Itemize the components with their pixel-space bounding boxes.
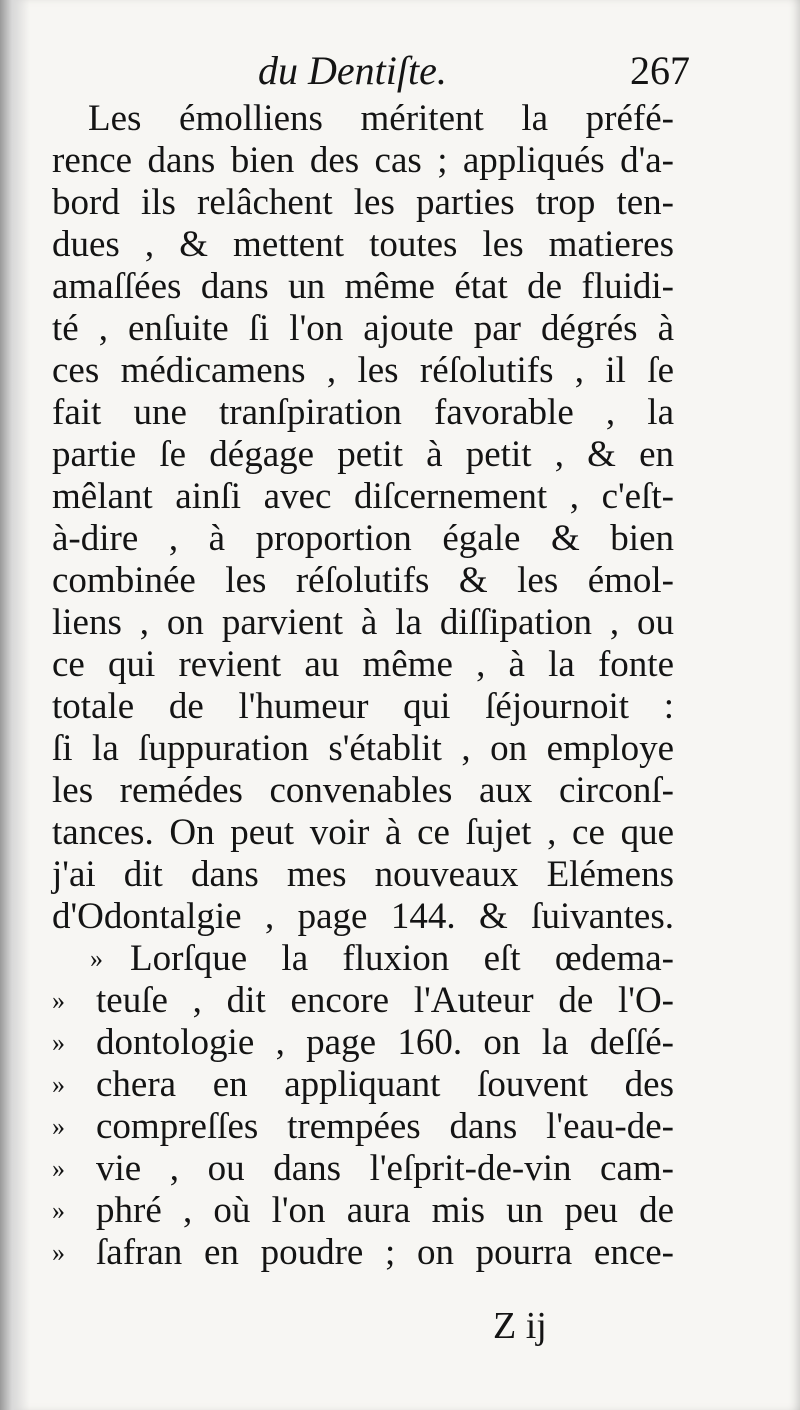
text-line: partie ſe dégage petit à petit , & en [52, 434, 674, 475]
text-line: fait une tranſpiration favorable , la [52, 392, 674, 433]
text-line: totale de l'humeur qui ſéjournoit : [52, 686, 674, 727]
text-line: à-dire , à proportion égale & bien [52, 518, 674, 559]
quoted-line [52, 1022, 674, 1064]
binding-shadow [0, 0, 30, 1410]
running-head-title: du Dentiſte. [258, 48, 447, 93]
text-line: combinée les réſolutifs & les émol- [52, 560, 674, 601]
text-line: rence dans bien des cas ; appliqués d'a- [52, 140, 674, 181]
page-number: 267 [630, 48, 690, 93]
quote-mark: » [90, 944, 103, 973]
quoted-text: Lorſque la fluxion eſt œdema- [130, 938, 674, 979]
quote-mark: » [52, 1028, 65, 1057]
quoted-line [52, 1148, 674, 1190]
text-line: ces médicamens , les réſolutifs , il ſe [52, 350, 674, 391]
text-line: d'Odontalgie , page 144. & ſuivantes. [52, 896, 674, 937]
text-line: Les émolliens méritent la préfé- [88, 98, 674, 139]
quoted-text: compreſſes trempées dans l'eau-de- [96, 1106, 674, 1147]
text-line: les remédes convenables aux circonſ- [52, 770, 674, 811]
quote-mark: » [52, 1196, 65, 1225]
paragraph-2-quotation [52, 938, 674, 1274]
quoted-line [52, 1106, 674, 1148]
quote-mark: » [52, 1070, 65, 1099]
quoted-text: vie , ou dans l'eſprit-de-vin cam- [96, 1148, 674, 1189]
text-line: ſi la ſuppuration s'établit , on employe [52, 728, 674, 769]
text-line: bord ils relâchent les parties trop ten- [52, 182, 674, 223]
quote-mark: » [52, 1154, 65, 1183]
text-line: mêlant ainſi avec diſcernement , c'eſt- [52, 476, 674, 517]
quote-mark: » [52, 1112, 65, 1141]
quoted-text: phré , où l'on aura mis un peu de [96, 1190, 674, 1231]
quoted-text: dontologie , page 160. on la deſſé- [96, 1022, 674, 1063]
quoted-line [52, 1064, 674, 1106]
body-text [52, 98, 674, 1274]
quote-mark: » [52, 1238, 65, 1267]
text-line: amaſſées dans un même état de fluidi- [52, 266, 674, 307]
paragraph-1 [52, 98, 674, 938]
signature-mark: Z ij [493, 1305, 547, 1347]
quoted-line [52, 1232, 674, 1274]
quoted-text: teuſe , dit encore l'Auteur de l'O- [96, 980, 674, 1021]
quoted-text: chera en appliquant ſouvent des [96, 1064, 674, 1105]
text-line: ce qui revient au même , à la fonte [52, 644, 674, 685]
quote-mark: » [52, 986, 65, 1015]
text-line: liens , on parvient à la diſſipation , ou [52, 602, 674, 643]
text-line: té , enſuite ſi l'on ajoute par dégrés à [52, 308, 674, 349]
text-line: tances. On peut voir à ce ſujet , ce que [52, 812, 674, 853]
quoted-line [52, 938, 674, 980]
text-line: j'ai dit dans mes nouveaux Elémens [52, 854, 674, 895]
running-head [50, 48, 690, 94]
quoted-line [52, 980, 674, 1022]
quoted-text: ſafran en poudre ; on pourra ence- [96, 1232, 674, 1273]
text-line: dues , & mettent toutes les matieres [52, 224, 674, 265]
quoted-line [52, 1190, 674, 1232]
